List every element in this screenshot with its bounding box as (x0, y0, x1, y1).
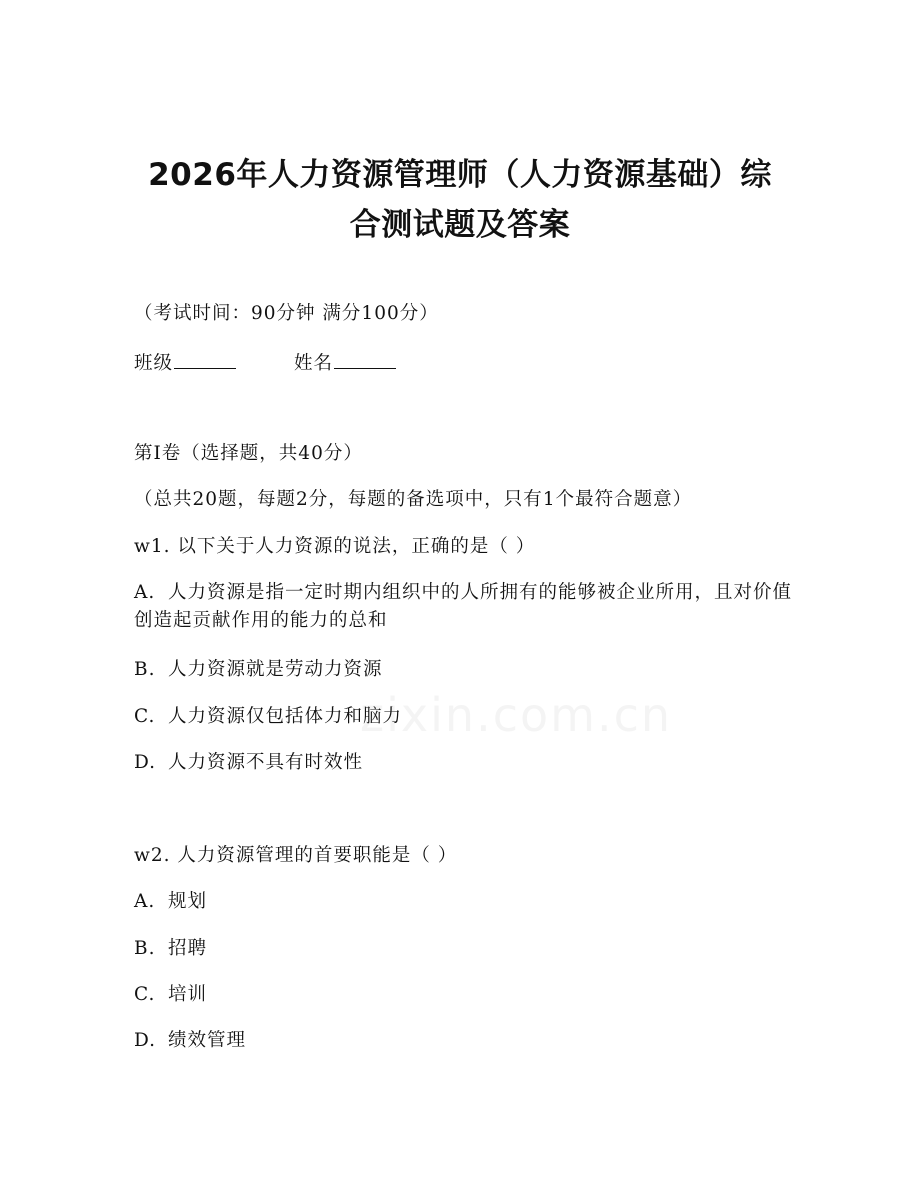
question-2-option-b (134, 935, 207, 963)
name-label: 姓名 (294, 353, 334, 374)
class-label: 班级 (134, 353, 174, 374)
section-note: （总共20题，每题2分，每题的备选项中，只有1个最符合题意） (134, 489, 693, 510)
option-text: 人力资源就是劳动力资源 (168, 659, 383, 680)
question-1-option-d (134, 749, 363, 777)
option-text: 人力资源不具有时效性 (168, 752, 364, 773)
title-line-1: 2026年人力资源管理师（人力资源基础）综 (148, 157, 772, 193)
option-label: B. (134, 938, 156, 959)
question-2-stem: w2. 人力资源管理的首要职能是（ ） (134, 845, 458, 866)
option-label: C. (134, 984, 156, 1005)
option-text: 人力资源是指一定时期内组织中的人所拥有的能够被企业所用，且对价值创造起贡献作用的能力的总和 (134, 582, 793, 631)
option-text: 规划 (168, 891, 208, 912)
option-text: 绩效管理 (168, 1030, 247, 1051)
name-blank-line (334, 348, 396, 369)
title-line-2: 合测试题及答案 (349, 207, 571, 243)
option-label: D. (134, 752, 157, 773)
document-title (100, 150, 820, 250)
option-label: A. (134, 891, 156, 912)
question-1-stem: w1. 以下关于人力资源的说法，正确的是（ ） (134, 536, 536, 557)
question-1-option-a (134, 579, 794, 635)
question-2-option-c (134, 981, 207, 1009)
question-2-option-d (134, 1027, 246, 1055)
option-label: D. (134, 1030, 157, 1051)
question-1-option-c (134, 703, 402, 731)
option-label: A. (134, 582, 156, 603)
option-label: B. (134, 659, 156, 680)
option-text: 招聘 (168, 938, 208, 959)
name-field (294, 348, 396, 378)
option-text: 培训 (168, 984, 208, 1005)
section-heading: 第I卷（选择题，共40分） (134, 443, 363, 464)
exam-info: （考试时间：90分钟 满分100分） (134, 303, 439, 324)
watermark: zixin.com.cn (360, 688, 673, 742)
option-text: 人力资源仅包括体力和脑力 (168, 706, 403, 727)
option-label: C. (134, 706, 156, 727)
question-2-option-a (134, 888, 207, 916)
class-field (134, 348, 236, 378)
class-blank-line (174, 348, 236, 369)
question-1-option-b (134, 656, 383, 684)
